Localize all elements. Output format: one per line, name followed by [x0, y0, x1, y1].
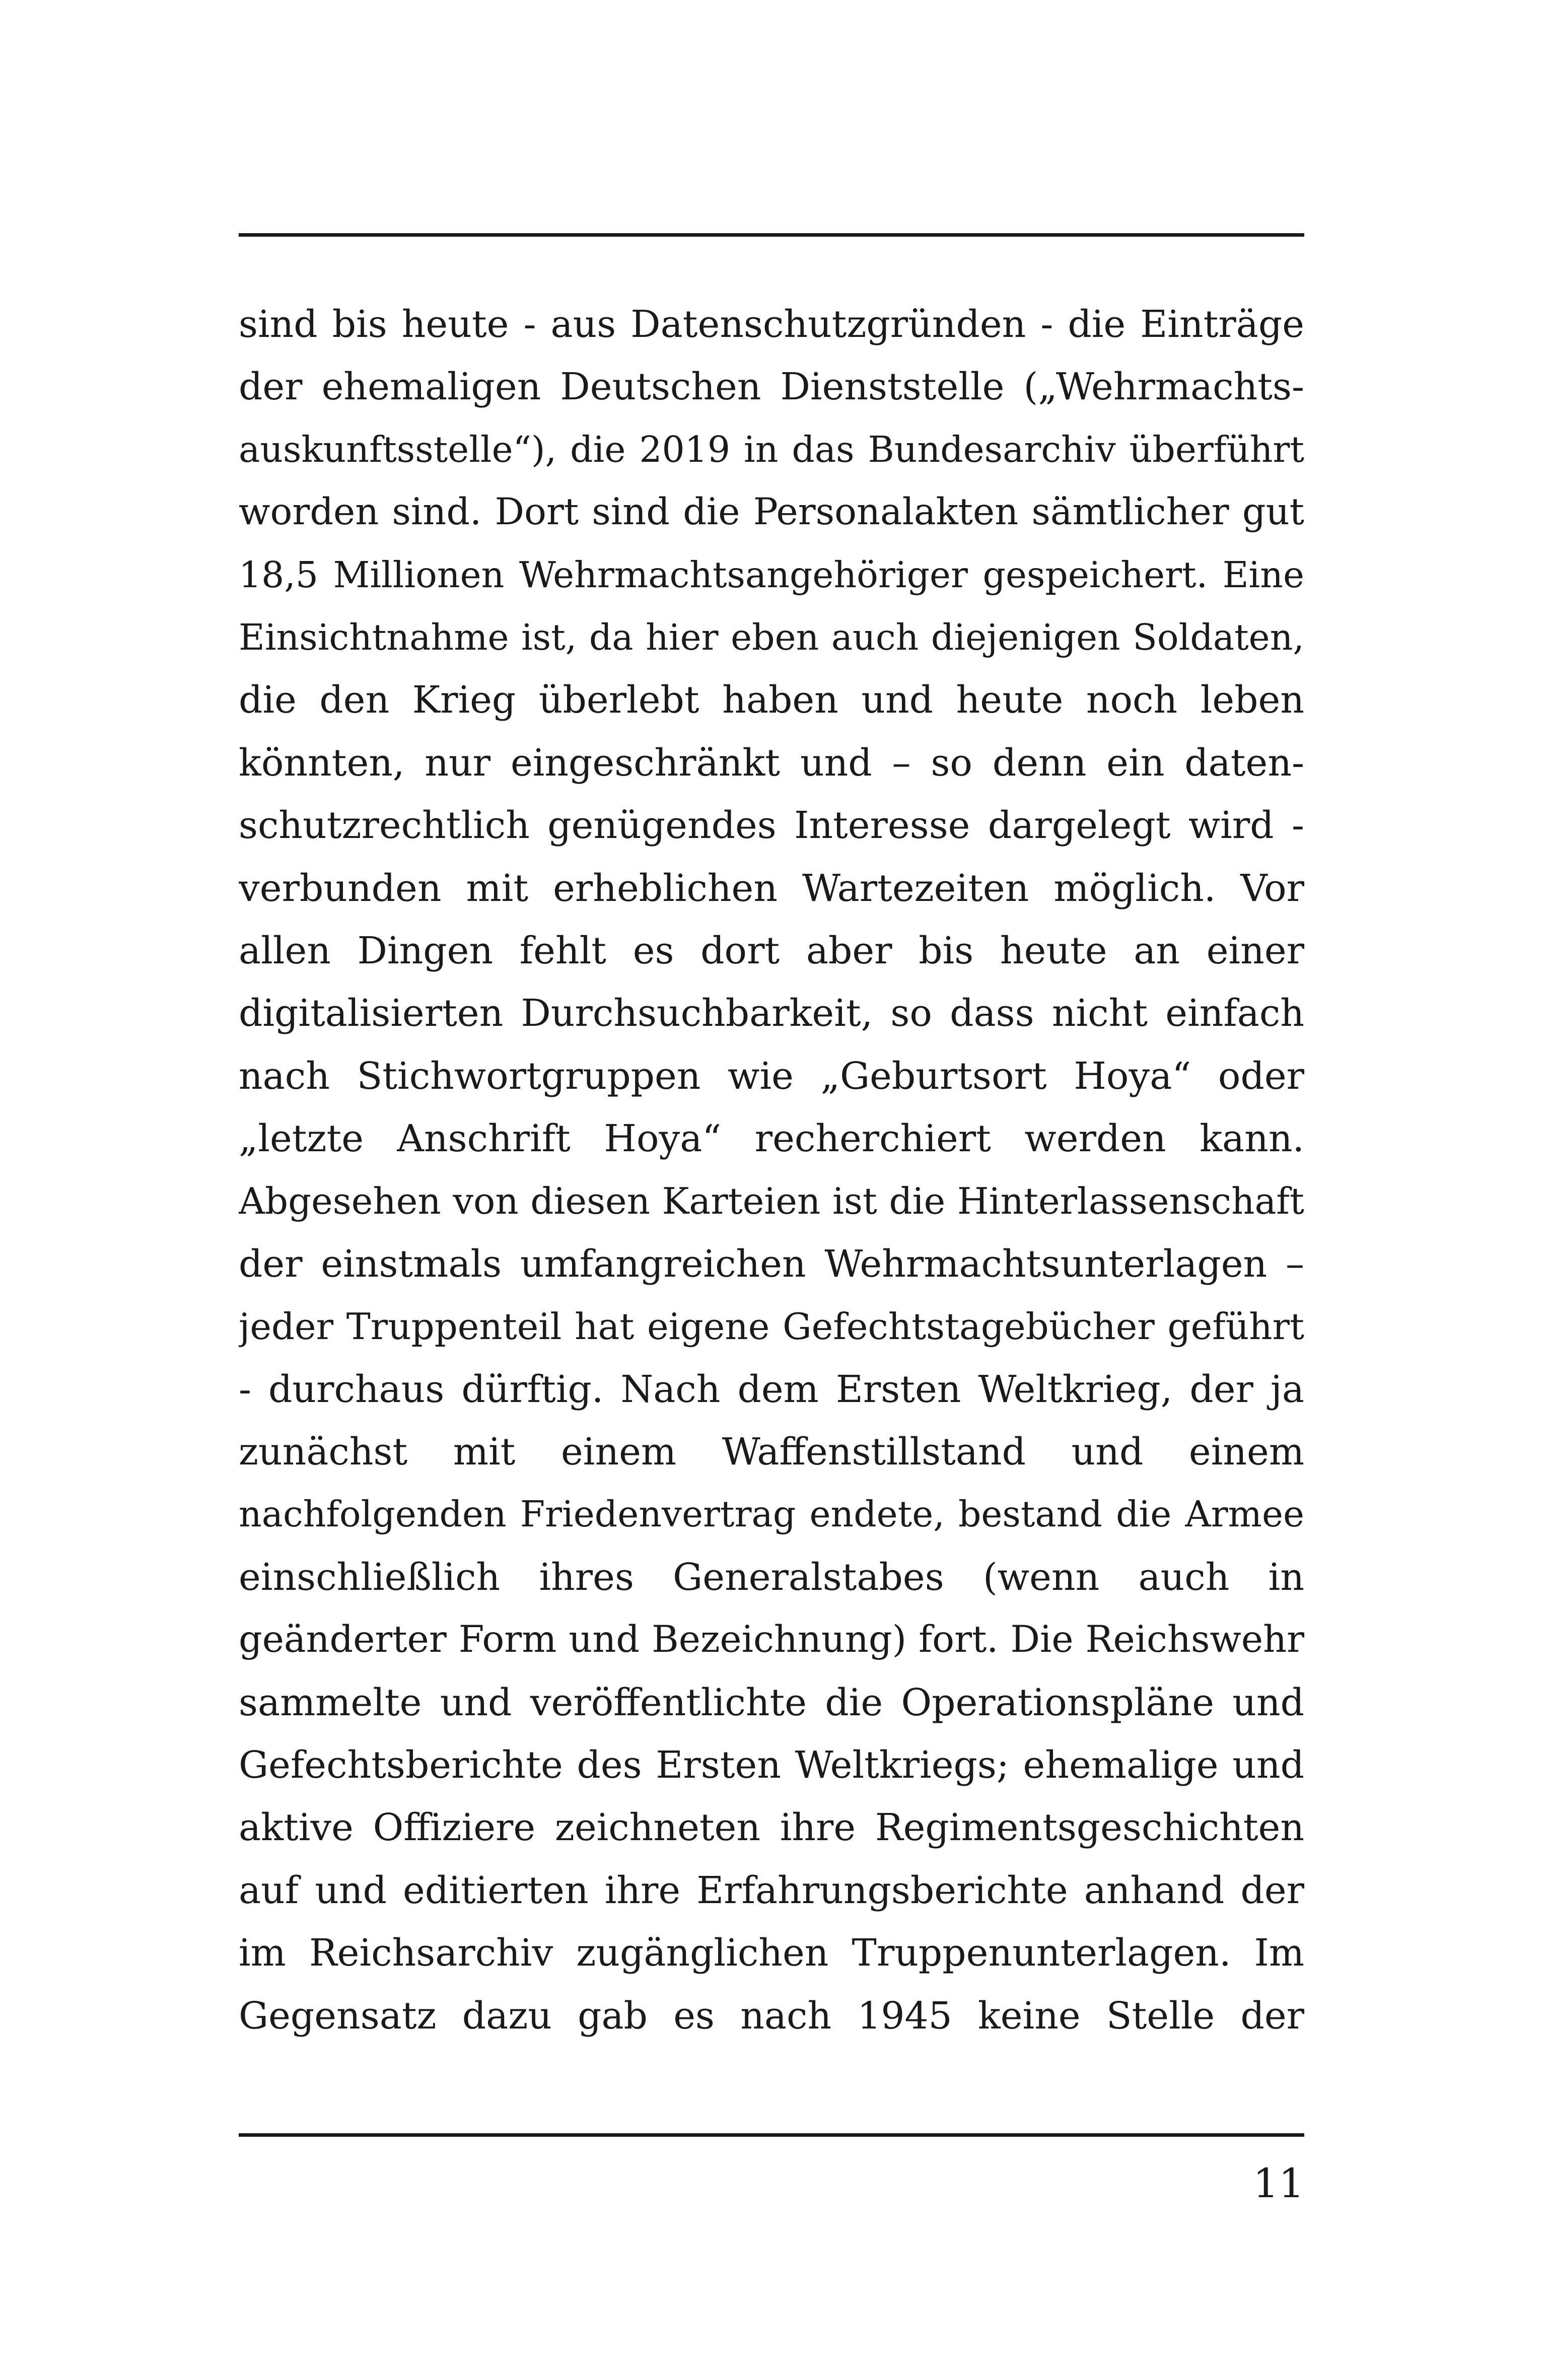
- text-line: könnten, nur eingeschränkt und – so denn ein daten-: [239, 741, 1304, 785]
- text-line: die den Krieg überlebt haben und heute noch leben: [239, 678, 1304, 722]
- text-line: Abgesehen von diesen Karteien ist die Hinterlassenschaft: [239, 1180, 1304, 1223]
- top-rule: [239, 233, 1304, 237]
- text-line: „letzte Anschrift Hoya“ recherchiert werden kann.: [239, 1117, 1304, 1161]
- text-line: im Reichsarchiv zugänglichen Truppenunterlagen. Im: [239, 1931, 1304, 1975]
- page-number: 11: [1253, 2160, 1304, 2207]
- text-line: auskunftsstelle“), die 2019 in das Bundesarchiv überführt: [239, 428, 1304, 470]
- text-line: der einstmals umfangreichen Wehrmachtsunterlagen –: [239, 1242, 1304, 1286]
- text-line: digitalisierten Durchsuchbarkeit, so dass nicht einfach: [239, 992, 1304, 1035]
- text-line: Einsichtnahme ist, da hier eben auch diejenigen Soldaten,: [239, 616, 1304, 658]
- text-line: allen Dingen fehlt es dort aber bis heute an einer: [239, 929, 1304, 972]
- text-line: schutzrechtlich genügendes Interesse dargelegt wird -: [239, 804, 1304, 848]
- text-line: aktive Offiziere zeichneten ihre Regimentsgeschichten: [239, 1806, 1304, 1850]
- text-line: verbunden mit erheblichen Wartezeiten möglich. Vor: [239, 866, 1304, 910]
- text-line: 18,5 Millionen Wehrmachtsangehöriger gespeichert. Eine: [239, 553, 1304, 596]
- text-line: einschließlich ihres Generalstabes (wenn auch in: [239, 1555, 1304, 1599]
- text-line: Gefechtsberichte des Ersten Weltkriegs; ehemalige und: [239, 1743, 1304, 1787]
- text-line: zunächst mit einem Waffenstillstand und einem: [239, 1430, 1304, 1474]
- text-line: sammelte und veröffentlichte die Operationspläne und: [239, 1681, 1304, 1724]
- body-text: [239, 293, 1304, 2047]
- text-line: auf und editierten ihre Erfahrungsberichte anhand der: [239, 1868, 1304, 1912]
- text-line: jeder Truppenteil hat eigene Gefechtstagebücher geführt: [239, 1305, 1304, 1348]
- bottom-rule: [239, 2133, 1304, 2137]
- text-line: sind bis heute - aus Datenschutzgründen - die Einträge: [239, 303, 1304, 346]
- text-line: der ehemaligen Deutschen Dienststelle („Wehrmachts-: [239, 365, 1304, 409]
- text-line: - durchaus dürftig. Nach dem Ersten Weltkrieg, der ja: [239, 1367, 1304, 1411]
- text-line: nachfolgenden Friedenvertrag endete, bestand die Armee: [239, 1493, 1304, 1535]
- text-line: worden sind. Dort sind die Personalakten sämtlicher gut: [239, 491, 1304, 534]
- text-line: geänderter Form und Bezeichnung) fort. Die Reichswehr: [239, 1618, 1304, 1661]
- text-line: Gegensatz dazu gab es nach 1945 keine Stelle der: [239, 1994, 1304, 2038]
- text-line: nach Stichwortgruppen wie „Geburtsort Hoya“ oder: [239, 1054, 1304, 1098]
